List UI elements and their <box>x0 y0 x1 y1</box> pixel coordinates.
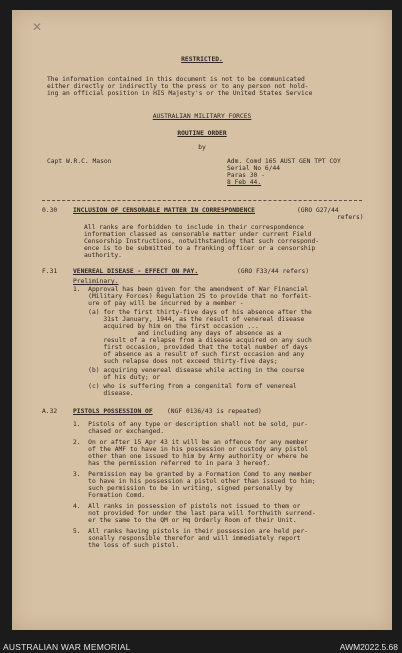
body-line: 2. On or after 15 Apr 43 it will be an offence for any member <box>73 439 309 446</box>
body-line: Censorship Instructions, notwithstanding that such correspond- <box>84 238 320 245</box>
date-line: 8 Feb 44. <box>227 179 262 186</box>
body-line: (b) acquiring venereal disease while acting in the course <box>73 367 305 374</box>
section-subheading: Preliminary. <box>73 278 119 285</box>
body-line: 1. Pistols of any type or description shall not be sold, pur- <box>73 421 309 428</box>
corner-mark-icon: ✕ <box>32 20 43 34</box>
section-ref: (NGF 0136/43 is repeated) <box>167 408 262 415</box>
body-line: the loss of such pistol. <box>73 542 180 549</box>
source-label: AUSTRALIAN WAR MEMORIAL <box>3 642 131 652</box>
body-line: (c) who is suffering from a congenital form of venereal <box>73 383 297 390</box>
unit-line: Adm. Comd 165 AUST GEN TPT COY <box>227 158 341 165</box>
body-line: of absence as a result of such first occasion and any <box>73 351 305 358</box>
notice-line: The information contained in this document is not to be communicated <box>47 76 305 83</box>
body-line: 31st January, 1944, as the result of venereal disease <box>73 316 305 323</box>
body-line: such relapse does not exceed thirty-five days; <box>73 358 278 365</box>
body-line: sonally responsible therefor and will immediately report <box>73 535 301 542</box>
classification-heading: RESTRICTED. <box>181 56 223 63</box>
section-number: F.31 <box>42 268 58 275</box>
body-line: All ranks are forbidden to include in their correspondence <box>84 224 304 231</box>
section-number: 0.30 <box>42 207 58 214</box>
body-line: and including any days of absence as a <box>73 330 282 337</box>
body-line: of the AMF to have in his possession or custody any pistol <box>73 446 309 453</box>
body-line: ence is to be submitted to a franking officer or a censorship <box>84 245 316 252</box>
body-line: Formation Comd. <box>73 492 146 499</box>
body-line: not provided for under the last para will forthwith surrend- <box>73 510 316 517</box>
body-line: 3. Permission may be granted by a Formation Comd to any member <box>73 471 312 478</box>
body-line: of his duty; or <box>73 374 161 381</box>
body-line: has the permission referred to in para 3 hereof. <box>73 460 271 467</box>
body-line: 1. Approval has been given for the amendment of War Financial <box>73 286 309 293</box>
body-line: result of a relapse from a disease acquired on any such <box>73 337 312 344</box>
section-heading: VENEREAL DISEASE - EFFECT ON PAY. <box>73 268 199 275</box>
archive-footer <box>0 630 402 653</box>
by-label: by <box>198 144 206 151</box>
body-line: 4. All ranks in possession of pistols not issued to them or <box>73 503 301 510</box>
section-ref: (GRO F33/44 refers) <box>237 268 310 275</box>
document-page <box>12 10 392 630</box>
body-line: first occasion, provided that the total number of days <box>73 344 309 351</box>
doc-type-title: ROUTINE ORDER <box>177 130 227 137</box>
body-line: ure of pay will be incurred by a member - <box>73 300 244 307</box>
body-line: such permission to be in writing, signed personally by <box>73 485 293 492</box>
section-divider <box>42 200 362 201</box>
serial-line: Serial No 6/44 <box>227 165 281 172</box>
body-line: er the same to the QM or Hq Orderly Room of their Unit. <box>73 517 297 524</box>
paras-line: Paras 30 - <box>227 172 265 179</box>
body-line: other than one issued to him by Army authority or where he <box>73 453 309 460</box>
section-ref: refers) <box>337 214 364 221</box>
section-ref: (GRO G27/44 <box>297 207 339 214</box>
notice-line: either directly or indirectly to the press or to any person not hold- <box>47 83 309 90</box>
notice-line: ing an official position in HIS Majesty's or the United States Service <box>47 90 313 97</box>
record-reference: AWM2022.5.68 <box>339 642 398 652</box>
body-line: (a) for the first thirty-five days of his absence after the <box>73 309 312 316</box>
body-line: disease. <box>73 390 134 397</box>
body-line: (Military Forces) Regulation 25 to provide that no forfeit- <box>73 293 312 300</box>
body-line: information classed as censorable matter under current Field <box>84 231 312 238</box>
section-heading: PISTOLS POSSESSION OF <box>73 408 153 415</box>
org-title: AUSTRALIAN MILITARY FORCES <box>152 113 252 120</box>
section-number: A.32 <box>42 408 58 415</box>
body-line: authority. <box>84 252 122 259</box>
body-line: to have in his possession a pistol other than issued to him; <box>73 478 316 485</box>
body-line: 5. All ranks having pistols in their possession are held per- <box>73 528 309 535</box>
section-heading: INCLUSION OF CENSORABLE MATTER IN CORRESPONDENCE <box>73 207 255 214</box>
body-line: chased or exchanged. <box>73 428 164 435</box>
author-name: Capt W.R.C. Mason <box>47 158 112 165</box>
body-line: acquired by him on the first occasion ... <box>73 323 259 330</box>
